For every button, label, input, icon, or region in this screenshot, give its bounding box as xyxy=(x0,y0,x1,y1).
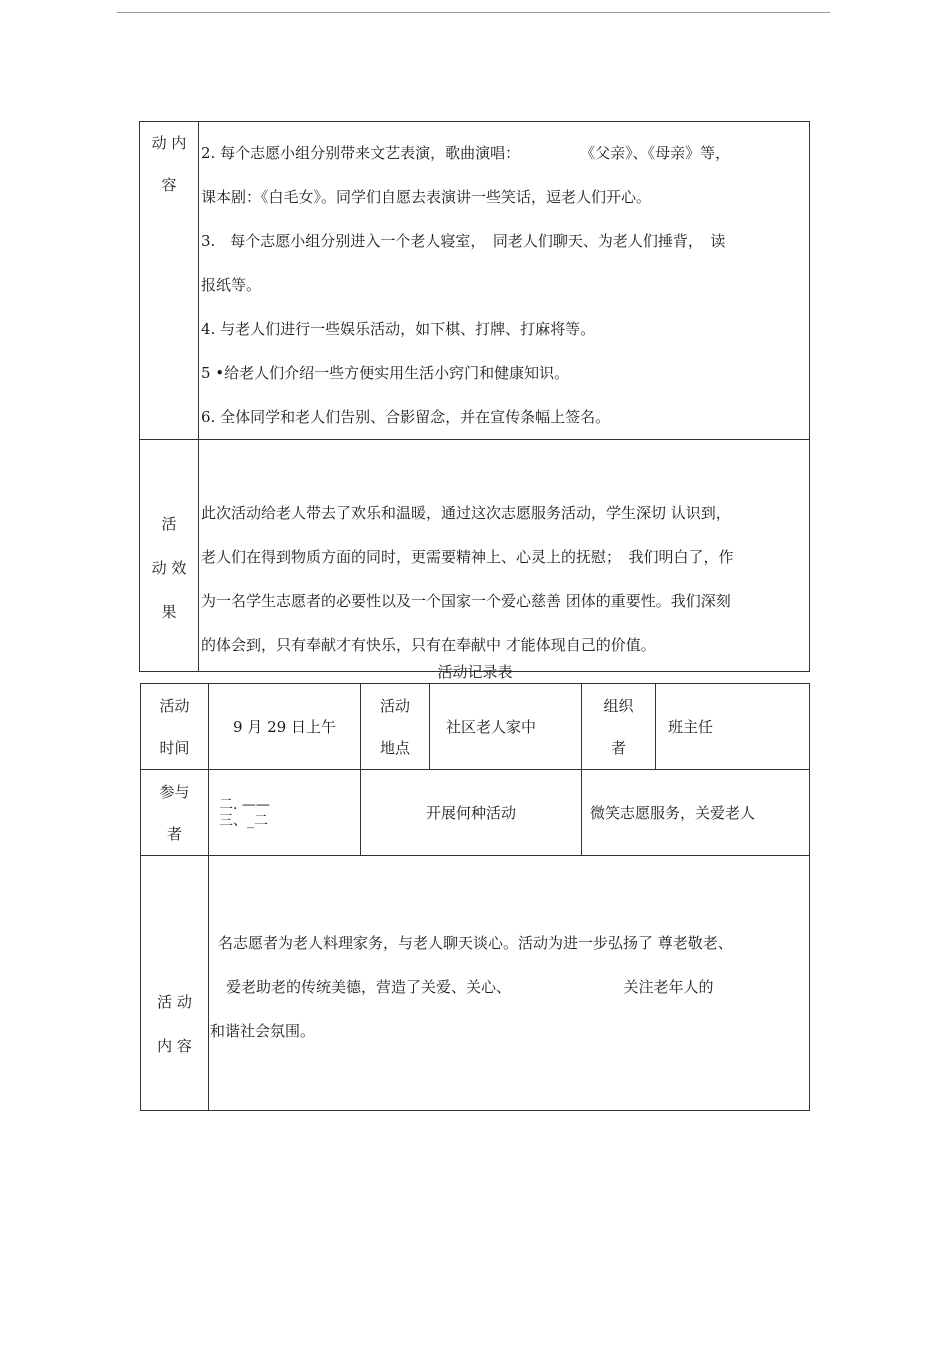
text-line: 6. 全体同学和老人们告别、合影留念，并在宣传条幅上签名。 xyxy=(201,408,611,426)
label-line: 动 内 xyxy=(151,134,187,152)
label-line: 地点 xyxy=(379,738,410,757)
text-line: 名志愿者为老人料理家务，与老人聊天谈心。活动为进一步弘扬了 尊老敬老、 xyxy=(218,934,733,952)
label-line: 内 容 xyxy=(157,1037,192,1055)
table-row xyxy=(141,770,810,856)
participants-line: 二. —— xyxy=(219,796,270,813)
row-label-effect xyxy=(140,440,199,672)
organizer-label xyxy=(582,684,656,770)
text-line: 为一名学生志愿者的必要性以及一个国家一个爱心慈善 团体的重要性。我们深刻 xyxy=(201,592,731,610)
text-line: 报纸等。 xyxy=(201,276,262,294)
label-line: 活动 xyxy=(159,696,190,715)
text-line: 4. 与老人们进行一些娱乐活动，如下棋、打牌、打麻将等。 xyxy=(201,320,596,338)
content-label xyxy=(141,856,209,1111)
label-line: 时间 xyxy=(159,738,190,757)
activity-type-value: 微笑志愿服务，关爱老人 xyxy=(582,770,810,856)
table-row xyxy=(140,122,810,440)
text-line: 5 •给老人们介绍一些方便实用生活小窍门和健康知识。 xyxy=(201,364,570,382)
participants-value xyxy=(209,770,361,856)
time-value: 9 月 29 日上午 xyxy=(209,684,361,770)
label-line: 活 xyxy=(161,515,177,533)
text-line: 的体会到，只有奉献才有快乐，只有在奉献中 才能体现自己的价值。 xyxy=(201,636,656,654)
text-line: 此次活动给老人带去了欢乐和温暖，通过这次志愿服务活动，学生深切 认识到， xyxy=(201,504,731,522)
place-value: 社区老人家中 xyxy=(430,684,582,770)
content-value xyxy=(209,856,810,1111)
label-line: 活 动 xyxy=(157,993,192,1011)
table-row xyxy=(140,440,810,672)
header-rule xyxy=(117,12,830,13)
label-line: 组织 xyxy=(603,696,634,715)
label-line: 者 xyxy=(610,738,626,757)
label-line: 动 效 xyxy=(151,559,187,577)
activity-effect-cell xyxy=(199,440,810,672)
activity-content-cell xyxy=(199,122,810,440)
row-label-content xyxy=(140,122,199,440)
table-row xyxy=(141,684,810,770)
text-line: 2. 每个志愿小组分别带来文艺表演，歌曲演唱： 《父亲》、《母亲》等， xyxy=(201,144,731,162)
text-line: 课本剧：《白毛女》。同学们自愿去表演讲一些笑话，逗老人们开心。 xyxy=(201,188,652,206)
label-line: 活动 xyxy=(379,696,410,715)
activity-type-label: 开展何种活动 xyxy=(361,770,582,856)
text-line: 爱老助老的传统美德，营造了关爱、关心、 关注老年人的 xyxy=(211,978,714,996)
text-line: 和谐社会氛围。 xyxy=(210,1022,316,1040)
label-line: 者 xyxy=(166,824,182,843)
record-table-title: 活动记录表 xyxy=(437,663,513,681)
activity-detail-table xyxy=(139,121,810,672)
label-line: 参与 xyxy=(159,782,190,801)
text-line: 老人们在得到物质方面的同时，更需要精神上、心灵上的抚慰； 我们明白了，作 xyxy=(201,548,734,566)
participants-label xyxy=(141,770,209,856)
activity-record-table xyxy=(140,683,810,1111)
organizer-value: 班主任 xyxy=(656,684,810,770)
label-line: 容 xyxy=(161,176,177,194)
participants-line: 三、_二 xyxy=(219,812,268,829)
label-line: 果 xyxy=(161,603,177,621)
text-line: 3. 每个志愿小组分别进入一个老人寝室， 同老人们聊天、为老人们捶背， 读 xyxy=(201,232,726,250)
table-row xyxy=(141,856,810,1111)
time-label xyxy=(141,684,209,770)
place-label xyxy=(361,684,430,770)
